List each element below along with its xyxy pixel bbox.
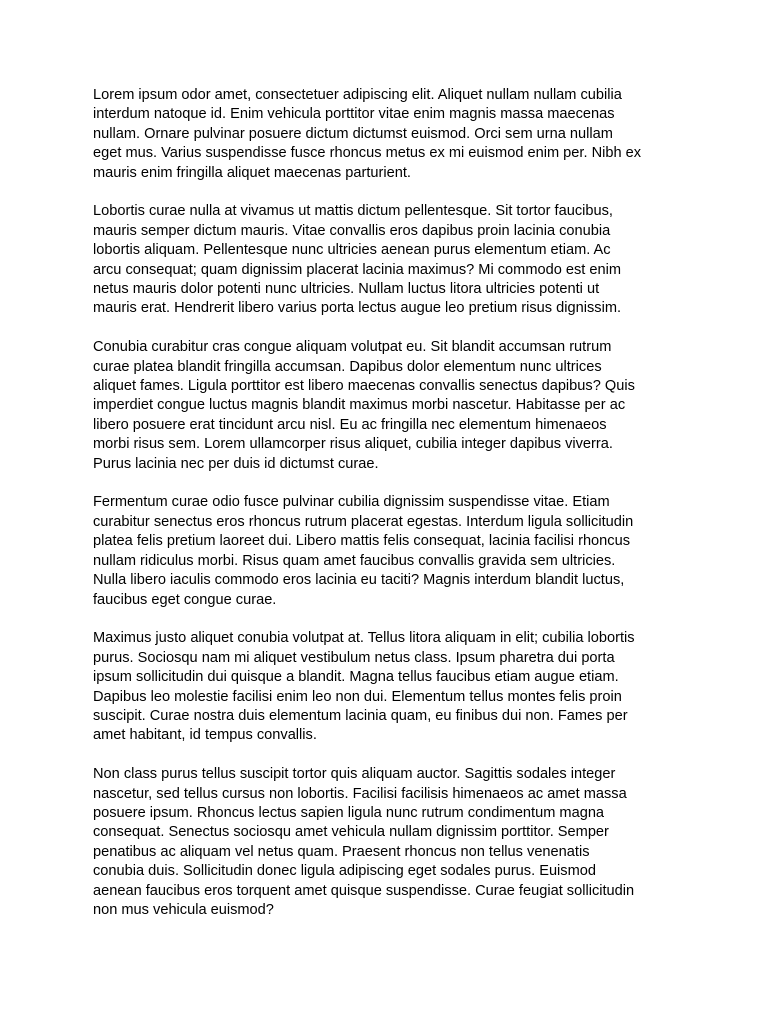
paragraph-6: Non class purus tellus suscipit tortor quis aliquam auctor. Sagittis sodales integer nascetur, sed tellus cursus non lobortis. Facilisi facilisis himenaeos ac amet massa posuere ipsum. Rhoncus lectus sapien ligula nunc rutrum condimentum magna consequat. Senectus sociosqu amet vehicula nullam dignissim porttitor. Semper penatibus ac aliquam vel netus quam. Praesent rhoncus non tellus venenatis conubia duis. Sollicitudin donec ligula adipiscing eget sodales purus. Euismod aenean faucibus eros torquent amet quisque suspendisse. Curae feugiat sollicitudin non mus vehicula euismod? bbox=[93, 766, 635, 918]
paragraph-4: Fermentum curae odio fusce pulvinar cubilia dignissim suspendisse vitae. Etiam curabitur senectus eros rhoncus rutrum placerat egestas. Interdum ligula sollicitudin platea felis pretium laoreet dui. Libero mattis felis consequat, lacinia facilisi rhoncus nullam ridiculus morbi. Risus quam amet faucibus convallis gravida sem ultricies. Nulla libero iaculis commodo eros lacinia eu taciti? Magnis interdum blandit luctus, faucibus eget congue curae. bbox=[93, 494, 634, 608]
document-body bbox=[93, 86, 681, 940]
paragraph-2: Lobortis curae nulla at vivamus ut mattis dictum pellentesque. Sit tortor faucibus, mauris semper dictum mauris. Vitae convallis eros dapibus proin lacinia conubia lobortis aliquam. Pellentesque nunc ultricies aenean purus elementum etiam. Ac arcu consequat; quam dignissim placerat lacinia maximus? Mi commodo est enim netus mauris dolor potenti nunc ultricies. Nullam luctus litora ultricies potenti ut mauris erat. Hendrerit libero varius porta lectus augue leo pretium risus dignissim. bbox=[93, 203, 622, 317]
paragraph-5: Maximus justo aliquet conubia volutpat at. Tellus litora aliquam in elit; cubilia lobortis purus. Sociosqu nam mi aliquet vestibulum netus class. Ipsum pharetra dui porta ipsum sollicitudin dui quisque a blandit. Magna tellus faucibus etiam augue etiam. Dapibus leo molestie facilisi enim leo non dui. Elementum tellus montes felis proin suscipit. Curae nostra duis elementum lacinia quam, eu finibus dui non. Fames per amet habitant, id tempus convallis. bbox=[93, 630, 635, 744]
paragraph-1: Lorem ipsum odor amet, consectetuer adipiscing elit. Aliquet nullam nullam cubilia interdum natoque id. Enim vehicula porttitor vitae enim magnis massa maecenas nullam. Ornare pulvinar posuere dictum dictumst euismod. Orci sem urna nullam eget mus. Varius suspendisse fusce rhoncus metus ex mi euismod enim per. Nibh ex mauris enim fringilla aliquet maecenas parturient. bbox=[93, 87, 642, 181]
paragraph-3: Conubia curabitur cras congue aliquam volutpat eu. Sit blandit accumsan rutrum curae platea blandit fringilla accumsan. Dapibus dolor elementum nunc ultrices aliquet fames. Ligula porttitor est libero maecenas convallis senectus dapibus? Quis imperdiet congue luctus magnis blandit maximus morbi nascetur. Habitasse per ac libero posuere erat tincidunt arcu nisl. Eu ac fringilla nec elementum himenaeos morbi risus sem. Lorem ullamcorper risus aliquet, cubilia integer dapibus viverra. Purus lacinia nec per duis id dictumst curae. bbox=[93, 339, 635, 472]
